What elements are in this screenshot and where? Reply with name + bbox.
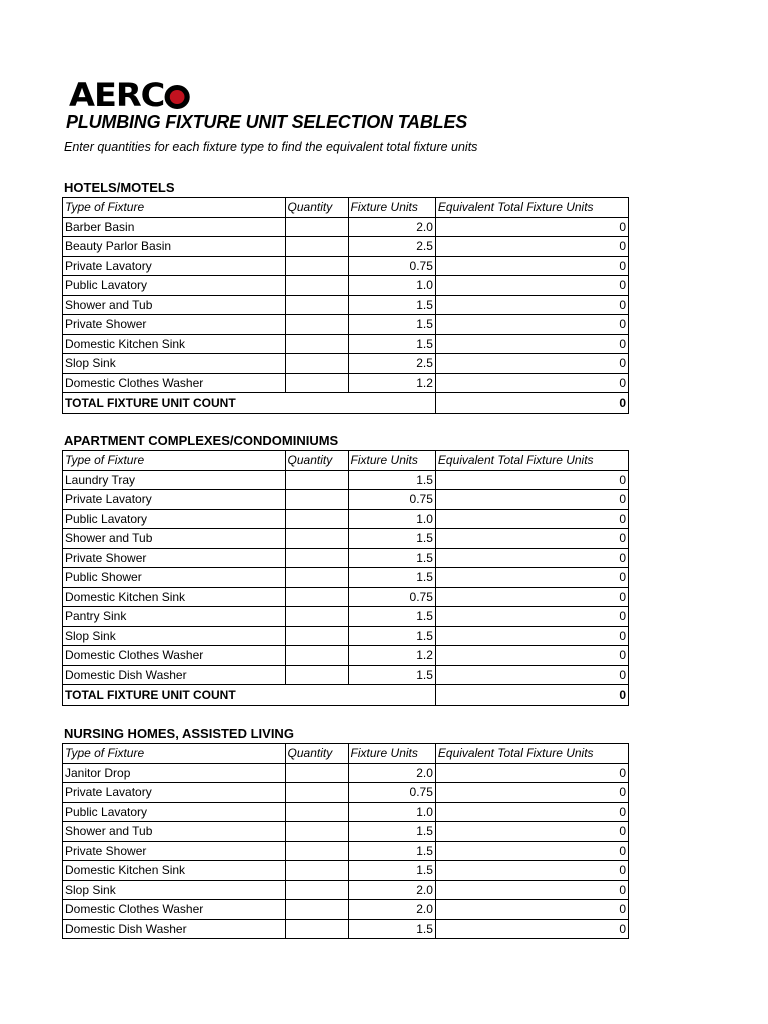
- fixture-name-cell: Private Shower: [63, 315, 286, 335]
- nursing-table: [62, 743, 629, 939]
- page-title: PLUMBING FIXTURE UNIT SELECTION TABLES: [66, 112, 468, 132]
- column-header-equivalent-total: Equivalent Total Fixture Units: [435, 198, 628, 218]
- equivalent-total-cell: 0: [435, 802, 628, 822]
- column-header-fixture-units: Fixture Units: [348, 198, 435, 218]
- fixture-name-cell: Public Shower: [63, 568, 286, 588]
- fixture-name-cell: Domestic Kitchen Sink: [63, 587, 286, 607]
- fixture-units-cell: 2.0: [348, 880, 435, 900]
- equivalent-total-cell: 0: [435, 354, 628, 374]
- column-header-quantity: Quantity: [285, 451, 348, 471]
- total-label: TOTAL FIXTURE UNIT COUNT: [63, 393, 436, 414]
- fixture-units-cell: 1.5: [348, 529, 435, 549]
- total-row: [63, 393, 629, 414]
- table-row: [63, 315, 629, 335]
- quantity-input-cell[interactable]: [285, 256, 348, 276]
- table-row: [63, 568, 629, 588]
- table-row: [63, 861, 629, 881]
- table-header-row: [63, 451, 629, 471]
- equivalent-total-cell: 0: [435, 763, 628, 783]
- quantity-input-cell[interactable]: [285, 568, 348, 588]
- fixture-name-cell: Public Lavatory: [63, 509, 286, 529]
- equivalent-total-cell: 0: [435, 607, 628, 627]
- equivalent-total-cell: 0: [435, 315, 628, 335]
- equivalent-total-cell: 0: [435, 841, 628, 861]
- table-row: [63, 841, 629, 861]
- equivalent-total-cell: 0: [435, 900, 628, 920]
- equivalent-total-cell: 0: [435, 548, 628, 568]
- table-row: [63, 529, 629, 549]
- table-row: [63, 626, 629, 646]
- fixture-name-cell: Domestic Dish Washer: [63, 665, 286, 685]
- quantity-input-cell[interactable]: [285, 665, 348, 685]
- column-header-equivalent-total: Equivalent Total Fixture Units: [435, 451, 628, 471]
- column-header-quantity: Quantity: [285, 744, 348, 764]
- fixture-units-cell: 1.5: [348, 568, 435, 588]
- table-row: [63, 237, 629, 257]
- quantity-input-cell[interactable]: [285, 548, 348, 568]
- table-row: [63, 900, 629, 920]
- quantity-input-cell[interactable]: [285, 919, 348, 939]
- fixture-name-cell: Shower and Tub: [63, 529, 286, 549]
- column-header-fixture-type: Type of Fixture: [63, 744, 286, 764]
- fixture-units-cell: 0.75: [348, 587, 435, 607]
- equivalent-total-cell: 0: [435, 665, 628, 685]
- quantity-input-cell[interactable]: [285, 822, 348, 842]
- equivalent-total-cell: 0: [435, 276, 628, 296]
- table-header-row: [63, 744, 629, 764]
- equivalent-total-cell: 0: [435, 783, 628, 803]
- quantity-input-cell[interactable]: [285, 646, 348, 666]
- table-row: [63, 880, 629, 900]
- fixture-name-cell: Public Lavatory: [63, 802, 286, 822]
- column-header-equivalent-total: Equivalent Total Fixture Units: [435, 744, 628, 764]
- fixture-name-cell: Beauty Parlor Basin: [63, 237, 286, 257]
- equivalent-total-cell: 0: [435, 880, 628, 900]
- column-header-fixture-units: Fixture Units: [348, 744, 435, 764]
- table-row: [63, 607, 629, 627]
- fixture-units-cell: 2.0: [348, 763, 435, 783]
- table-row: [63, 354, 629, 374]
- fixture-units-cell: 1.0: [348, 802, 435, 822]
- total-row: [63, 685, 629, 706]
- fixture-name-cell: Shower and Tub: [63, 822, 286, 842]
- quantity-input-cell[interactable]: [285, 315, 348, 335]
- table-row: [63, 783, 629, 803]
- fixture-name-cell: Slop Sink: [63, 354, 286, 374]
- fixture-units-cell: 1.5: [348, 665, 435, 685]
- quantity-input-cell[interactable]: [285, 783, 348, 803]
- total-value: 0: [435, 685, 628, 706]
- equivalent-total-cell: 0: [435, 626, 628, 646]
- quantity-input-cell[interactable]: [285, 217, 348, 237]
- fixture-units-cell: 0.75: [348, 490, 435, 510]
- section-heading-nursing: NURSING HOMES, ASSISTED LIVING: [64, 726, 294, 741]
- fixture-units-cell: 1.2: [348, 646, 435, 666]
- quantity-input-cell[interactable]: [285, 900, 348, 920]
- fixture-name-cell: Domestic Kitchen Sink: [63, 861, 286, 881]
- quantity-input-cell[interactable]: [285, 373, 348, 393]
- aerco-logo: [69, 76, 184, 114]
- fixture-units-cell: 2.5: [348, 237, 435, 257]
- equivalent-total-cell: 0: [435, 646, 628, 666]
- quantity-input-cell[interactable]: [285, 470, 348, 490]
- fixture-units-cell: 1.5: [348, 626, 435, 646]
- table-row: [63, 665, 629, 685]
- equivalent-total-cell: 0: [435, 295, 628, 315]
- fixture-units-cell: 1.5: [348, 295, 435, 315]
- fixture-name-cell: Private Lavatory: [63, 783, 286, 803]
- quantity-input-cell[interactable]: [285, 841, 348, 861]
- fixture-name-cell: Slop Sink: [63, 880, 286, 900]
- fixture-name-cell: Domestic Clothes Washer: [63, 900, 286, 920]
- equivalent-total-cell: 0: [435, 509, 628, 529]
- fixture-units-cell: 1.5: [348, 315, 435, 335]
- table-row: [63, 822, 629, 842]
- quantity-input-cell[interactable]: [285, 490, 348, 510]
- fixture-units-cell: 1.5: [348, 919, 435, 939]
- fixture-name-cell: Laundry Tray: [63, 470, 286, 490]
- table-row: [63, 509, 629, 529]
- section-heading-hotels: HOTELS/MOTELS: [64, 180, 175, 195]
- fixture-name-cell: Janitor Drop: [63, 763, 286, 783]
- table-row: [63, 587, 629, 607]
- fixture-name-cell: Public Lavatory: [63, 276, 286, 296]
- quantity-input-cell[interactable]: [285, 607, 348, 627]
- equivalent-total-cell: 0: [435, 256, 628, 276]
- fixture-units-cell: 1.5: [348, 548, 435, 568]
- equivalent-total-cell: 0: [435, 568, 628, 588]
- table-row: [63, 334, 629, 354]
- table-row: [63, 470, 629, 490]
- equivalent-total-cell: 0: [435, 237, 628, 257]
- fixture-units-cell: 1.5: [348, 607, 435, 627]
- quantity-input-cell[interactable]: [285, 861, 348, 881]
- equivalent-total-cell: 0: [435, 217, 628, 237]
- fixture-name-cell: Domestic Clothes Washer: [63, 373, 286, 393]
- fixture-name-cell: Private Shower: [63, 841, 286, 861]
- table-row: [63, 802, 629, 822]
- fixture-units-cell: 1.0: [348, 509, 435, 529]
- hotels-table: [62, 197, 629, 414]
- column-header-fixture-units: Fixture Units: [348, 451, 435, 471]
- fixture-name-cell: Domestic Kitchen Sink: [63, 334, 286, 354]
- fixture-name-cell: Private Lavatory: [63, 256, 286, 276]
- table-row: [63, 548, 629, 568]
- fixture-name-cell: Slop Sink: [63, 626, 286, 646]
- equivalent-total-cell: 0: [435, 373, 628, 393]
- table-row: [63, 217, 629, 237]
- fixture-name-cell: Barber Basin: [63, 217, 286, 237]
- fixture-units-cell: 1.5: [348, 841, 435, 861]
- equivalent-total-cell: 0: [435, 470, 628, 490]
- table-row: [63, 256, 629, 276]
- equivalent-total-cell: 0: [435, 529, 628, 549]
- fixture-name-cell: Private Shower: [63, 548, 286, 568]
- column-header-quantity: Quantity: [285, 198, 348, 218]
- table-row: [63, 490, 629, 510]
- table-row: [63, 763, 629, 783]
- fixture-units-cell: 1.5: [348, 470, 435, 490]
- fixture-units-cell: 1.0: [348, 276, 435, 296]
- fixture-units-cell: 0.75: [348, 256, 435, 276]
- logo-globe-icon: [164, 85, 189, 109]
- quantity-input-cell[interactable]: [285, 587, 348, 607]
- equivalent-total-cell: 0: [435, 334, 628, 354]
- table-row: [63, 276, 629, 296]
- fixture-units-cell: 0.75: [348, 783, 435, 803]
- logo-wordmark: AERC: [69, 79, 189, 111]
- quantity-input-cell[interactable]: [285, 354, 348, 374]
- equivalent-total-cell: 0: [435, 587, 628, 607]
- page-subtitle: Enter quantities for each fixture type to find the equivalent total fixture units: [64, 140, 478, 154]
- table-row: [63, 919, 629, 939]
- quantity-input-cell[interactable]: [285, 880, 348, 900]
- quantity-input-cell[interactable]: [285, 276, 348, 296]
- table-row: [63, 646, 629, 666]
- quantity-input-cell[interactable]: [285, 763, 348, 783]
- quantity-input-cell[interactable]: [285, 295, 348, 315]
- quantity-input-cell[interactable]: [285, 626, 348, 646]
- fixture-name-cell: Domestic Clothes Washer: [63, 646, 286, 666]
- fixture-units-cell: 2.0: [348, 900, 435, 920]
- fixture-name-cell: Domestic Dish Washer: [63, 919, 286, 939]
- quantity-input-cell[interactable]: [285, 334, 348, 354]
- table-row: [63, 373, 629, 393]
- fixture-name-cell: Pantry Sink: [63, 607, 286, 627]
- equivalent-total-cell: 0: [435, 919, 628, 939]
- total-value: 0: [435, 393, 628, 414]
- fixture-units-cell: 1.5: [348, 334, 435, 354]
- equivalent-total-cell: 0: [435, 490, 628, 510]
- fixture-units-cell: 1.5: [348, 822, 435, 842]
- table-header-row: [63, 198, 629, 218]
- fixture-name-cell: Private Lavatory: [63, 490, 286, 510]
- column-header-fixture-type: Type of Fixture: [63, 451, 286, 471]
- table-row: [63, 295, 629, 315]
- apartments-table: [62, 450, 629, 706]
- equivalent-total-cell: 0: [435, 861, 628, 881]
- total-label: TOTAL FIXTURE UNIT COUNT: [63, 685, 436, 706]
- quantity-input-cell[interactable]: [285, 529, 348, 549]
- equivalent-total-cell: 0: [435, 822, 628, 842]
- section-heading-apartments: APARTMENT COMPLEXES/CONDOMINIUMS: [64, 433, 339, 448]
- fixture-units-cell: 1.2: [348, 373, 435, 393]
- quantity-input-cell[interactable]: [285, 509, 348, 529]
- fixture-name-cell: Shower and Tub: [63, 295, 286, 315]
- column-header-fixture-type: Type of Fixture: [63, 198, 286, 218]
- fixture-units-cell: 1.5: [348, 861, 435, 881]
- fixture-units-cell: 2.5: [348, 354, 435, 374]
- quantity-input-cell[interactable]: [285, 237, 348, 257]
- fixture-units-cell: 2.0: [348, 217, 435, 237]
- quantity-input-cell[interactable]: [285, 802, 348, 822]
